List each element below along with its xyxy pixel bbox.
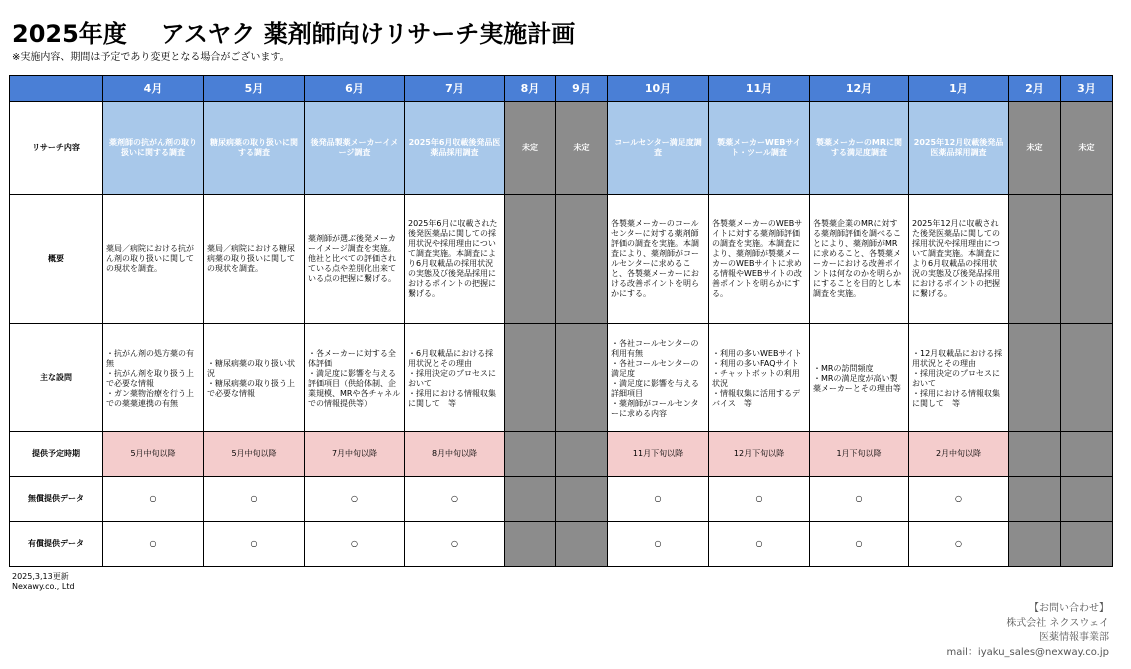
free-data-mark: ○ <box>608 477 709 522</box>
paid-data-mark: ○ <box>909 522 1009 567</box>
period-cell: 8月中旬以降 <box>405 432 505 477</box>
contact-mail[interactable]: mail：iyaku_sales@nexway.co.jp <box>946 646 1109 658</box>
month-header: 9月 <box>556 76 608 102</box>
disclaimer-note: ※実施内容、期間は予定であり変更となる場合がございます。 <box>12 52 290 63</box>
month-header: 4月 <box>103 76 204 102</box>
row-label-topic: リサーチ内容 <box>10 102 103 195</box>
row-label-period: 提供予定時期 <box>10 432 103 477</box>
month-header: 1月 <box>909 76 1009 102</box>
paid-data-mark: ○ <box>305 522 405 567</box>
undecided-cell <box>556 432 608 477</box>
row-label-summary: 概要 <box>10 195 103 324</box>
questions-cell: ・12月収載品における採用状況とその理由 ・採用決定のプロセスにおいて ・採用における情報収集に関して 等 <box>909 324 1009 432</box>
month-header: 12月 <box>810 76 909 102</box>
month-header: 7月 <box>405 76 505 102</box>
summary-cell: 2025年12月に収載された後発医薬品に関しての採用状況や採用理由について調査実施。本調査により6月収載品の採用状況の実態及び後発品採用におけるポイントの把握に繋げる。 <box>909 195 1009 324</box>
undecided-cell <box>1009 324 1061 432</box>
period-row <box>10 432 1113 477</box>
undecided-cell <box>1061 195 1113 324</box>
month-header: 5月 <box>204 76 305 102</box>
summary-cell: 薬剤師が選ぶ後発メーカーイメージ調査を実施。他社と比べての評価されている点や差別化出来ている点の把握に繋げる。 <box>305 195 405 324</box>
title-year: 2025年度 <box>12 20 127 48</box>
undecided-cell <box>1061 477 1113 522</box>
undecided-cell <box>505 522 556 567</box>
paid-data-row <box>10 522 1113 567</box>
questions-cell: ・6月収載品における採用状況とその理由 ・採用決定のプロセスにおいて ・採用における情報収集に関して 等 <box>405 324 505 432</box>
undecided-cell <box>505 432 556 477</box>
undecided-cell <box>1009 432 1061 477</box>
period-cell: 5月中旬以降 <box>204 432 305 477</box>
period-cell: 2月中旬以降 <box>909 432 1009 477</box>
undecided-cell <box>556 195 608 324</box>
research-topic: 薬剤師の抗がん剤の取り扱いに関する調査 <box>103 102 204 195</box>
row-label-questions: 主な設問 <box>10 324 103 432</box>
period-cell: 11月下旬以降 <box>608 432 709 477</box>
research-topic: 後発品製薬メーカーイメージ調査 <box>305 102 405 195</box>
questions-cell: ・MRの訪問頻度 ・MRの満足度が高い製薬メーカーとその理由等 <box>810 324 909 432</box>
page-title <box>12 14 575 49</box>
free-data-mark: ○ <box>405 477 505 522</box>
free-data-row <box>10 477 1113 522</box>
questions-cell: ・各メーカーに対する全体評価 ・満足度に影響を与える評価項目（供給体制、企業規模、MRや各チャネルでの情報提供等） <box>305 324 405 432</box>
undecided-cell <box>505 477 556 522</box>
research-topic: 未定 <box>505 102 556 195</box>
free-data-mark: ○ <box>709 477 810 522</box>
footer-company: Nexawy.co., Ltd <box>12 582 75 591</box>
research-topic: 2025年6月収載後発品医薬品採用調査 <box>405 102 505 195</box>
questions-cell: ・抗がん剤の処方薬の有無 ・抗がん剤を取り扱う上で必要な情報 ・ガン薬物治療を行う上での薬薬連携の有無 <box>103 324 204 432</box>
paid-data-mark: ○ <box>608 522 709 567</box>
summary-cell: 2025年6月に収載された後発医薬品に関しての採用状況や採用理由について調査実施。本調査により6月収載品の採用状況の実態及び後発品採用におけるポイントの把握に繋げる。 <box>405 195 505 324</box>
period-cell: 1月下旬以降 <box>810 432 909 477</box>
free-data-mark: ○ <box>204 477 305 522</box>
paid-data-mark: ○ <box>709 522 810 567</box>
summary-row <box>10 195 1113 324</box>
month-header: 10月 <box>608 76 709 102</box>
row-label-paid: 有償提供データ <box>10 522 103 567</box>
free-data-mark: ○ <box>810 477 909 522</box>
undecided-cell <box>556 324 608 432</box>
paid-data-mark: ○ <box>103 522 204 567</box>
research-topic: 糖尿病薬の取り扱いに関する調査 <box>204 102 305 195</box>
paid-data-mark: ○ <box>810 522 909 567</box>
footer <box>12 572 75 592</box>
undecided-cell <box>556 522 608 567</box>
month-header: 8月 <box>505 76 556 102</box>
research-topic: 未定 <box>556 102 608 195</box>
free-data-mark: ○ <box>909 477 1009 522</box>
contact-block <box>946 602 1109 660</box>
paid-data-mark: ○ <box>204 522 305 567</box>
research-plan-table <box>9 75 1113 567</box>
undecided-cell <box>1009 477 1061 522</box>
undecided-cell <box>1009 195 1061 324</box>
period-cell: 5月中旬以降 <box>103 432 204 477</box>
month-header: 11月 <box>709 76 810 102</box>
month-header: 2月 <box>1009 76 1061 102</box>
undecided-cell <box>1061 432 1113 477</box>
free-data-mark: ○ <box>103 477 204 522</box>
questions-cell: ・糖尿病薬の取り扱い状況 ・糖尿病薬の取り扱う上で必要な情報 <box>204 324 305 432</box>
undecided-cell <box>505 195 556 324</box>
research-topic: 製薬メーカーのMRに関する満足度調査 <box>810 102 909 195</box>
research-topic: 2025年12月収載後発品医薬品採用調査 <box>909 102 1009 195</box>
undecided-cell <box>556 477 608 522</box>
row-label-free: 無償提供データ <box>10 477 103 522</box>
research-topic: コールセンター満足度調査 <box>608 102 709 195</box>
research-topic: 製薬メーカーWEBサイト・ツール調査 <box>709 102 810 195</box>
summary-cell: 各製薬企業のMRに対する薬剤師評価を調べることにより、薬剤師がMRに求めること、各製薬メーカーにおける改善ポイントは何なのかを明らかにすることを目的とし本調査を実施。 <box>810 195 909 324</box>
title-text: アスヤク 薬剤師向けリサーチ実施計画 <box>160 20 576 48</box>
questions-cell: ・各社コールセンターの利用有無 ・各社コールセンターの満足度 ・満足度に影響を与える詳細項目 ・薬剤師がコールセンターに求める内容 <box>608 324 709 432</box>
undecided-cell <box>505 324 556 432</box>
header-corner <box>10 76 103 102</box>
contact-heading: 【お問い合わせ】 <box>1029 603 1109 614</box>
research-topic: 未定 <box>1061 102 1113 195</box>
summary-cell: 薬局／病院における糖尿病薬の取り扱いに関しての現状を調査。 <box>204 195 305 324</box>
questions-row <box>10 324 1113 432</box>
questions-cell: ・利用の多いWEBサイト ・利用の多いFAQサイト ・チャットボットの利用状況 ・情報収集に活用するデバイス 等 <box>709 324 810 432</box>
updated-date: 2025,3,13更新 <box>12 572 69 581</box>
summary-cell: 各製薬メーカーのコールセンターに対する薬剤師評価の調査を実施。本調査により、薬剤師がコールセンターに求めること、各製薬メーカーにおける改善ポイントを明らかにする。 <box>608 195 709 324</box>
contact-company: 株式会社 ネクスウェイ <box>1006 617 1109 629</box>
topic-row <box>10 102 1113 195</box>
free-data-mark: ○ <box>305 477 405 522</box>
month-header: 3月 <box>1061 76 1113 102</box>
undecided-cell <box>1061 522 1113 567</box>
summary-cell: 各製薬メーカーのWEBサイトに対する薬剤師評価の調査を実施。本調査により、薬剤師が製薬メーカーのWEBサイトに求める情報やWEBサイトの改善ポイントを明らかにする。 <box>709 195 810 324</box>
undecided-cell <box>1009 522 1061 567</box>
undecided-cell <box>1061 324 1113 432</box>
month-header: 6月 <box>305 76 405 102</box>
month-header-row <box>10 76 1113 102</box>
research-topic: 未定 <box>1009 102 1061 195</box>
paid-data-mark: ○ <box>405 522 505 567</box>
period-cell: 7月中旬以降 <box>305 432 405 477</box>
contact-dept: 医薬情報事業部 <box>1039 632 1109 643</box>
summary-cell: 薬局／病院における抗がん剤の取り扱いに関しての現状を調査。 <box>103 195 204 324</box>
period-cell: 12月下旬以降 <box>709 432 810 477</box>
